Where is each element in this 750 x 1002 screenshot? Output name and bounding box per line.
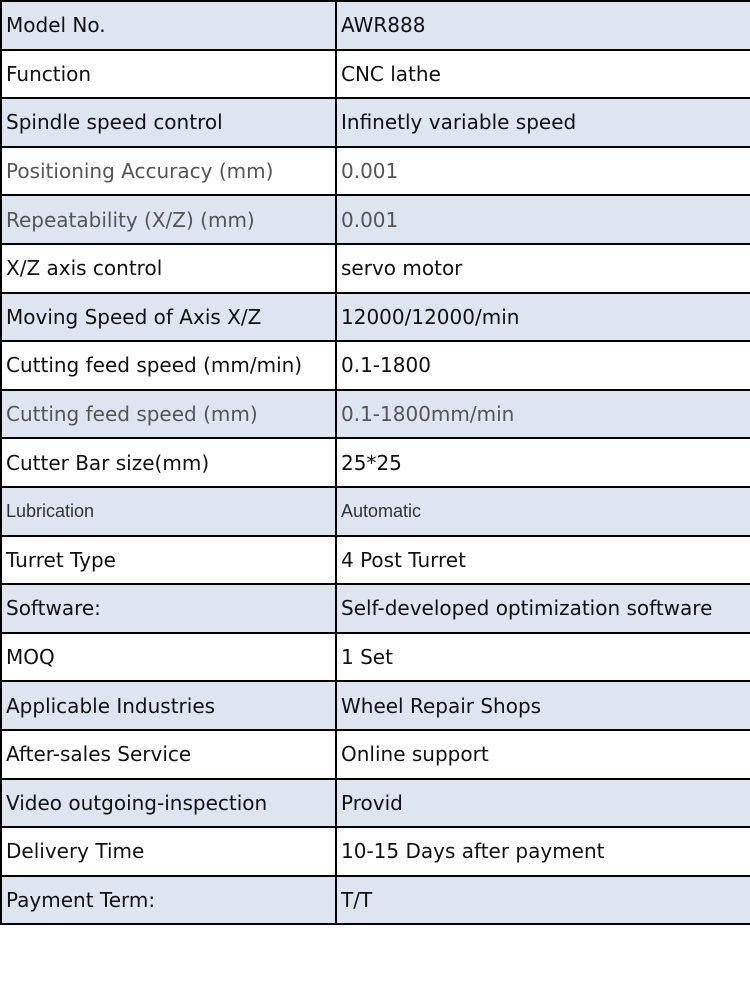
table-row	[1, 147, 750, 196]
spec-label: Delivery Time	[1, 827, 336, 876]
spec-value: servo motor	[336, 244, 750, 293]
spec-value: Self-developed optimization software	[336, 584, 750, 633]
spec-value: CNC lathe	[336, 50, 750, 99]
spec-value: Infinetly variable speed	[336, 98, 750, 147]
table-row	[1, 1, 750, 50]
spec-value: 0.001	[336, 147, 750, 196]
spec-value: 0.1-1800mm/min	[336, 390, 750, 439]
spec-label: Function	[1, 50, 336, 99]
spec-label: Moving Speed of Axis X/Z	[1, 293, 336, 342]
spec-value: 12000/12000/min	[336, 293, 750, 342]
spec-label: Turret Type	[1, 536, 336, 585]
table-row	[1, 584, 750, 633]
spec-label: Spindle speed control	[1, 98, 336, 147]
spec-label: Repeatability (X/Z) (mm)	[1, 195, 336, 244]
spec-value: 1 Set	[336, 633, 750, 682]
spec-value: T/T	[336, 876, 750, 925]
spec-value: Online support	[336, 730, 750, 779]
spec-label: Software:	[1, 584, 336, 633]
table-row	[1, 341, 750, 390]
spec-value: Provid	[336, 779, 750, 828]
table-row	[1, 98, 750, 147]
table-row	[1, 390, 750, 439]
table-row	[1, 779, 750, 828]
spec-value: 10-15 Days after payment	[336, 827, 750, 876]
table-row	[1, 438, 750, 487]
table-row	[1, 681, 750, 730]
spec-label: Positioning Accuracy (mm)	[1, 147, 336, 196]
spec-value: 4 Post Turret	[336, 536, 750, 585]
spec-value: Wheel Repair Shops	[336, 681, 750, 730]
table-row	[1, 195, 750, 244]
table-row	[1, 293, 750, 342]
spec-label: X/Z axis control	[1, 244, 336, 293]
table-row	[1, 633, 750, 682]
table-row	[1, 536, 750, 585]
spec-label: Model No.	[1, 1, 336, 50]
spec-label: Cutter Bar size(mm)	[1, 438, 336, 487]
spec-label: Payment Term:	[1, 876, 336, 925]
table-row	[1, 487, 750, 536]
spec-value: AWR888	[336, 1, 750, 50]
table-row	[1, 50, 750, 99]
spec-value: Automatic	[336, 487, 750, 536]
spec-value: 0.1-1800	[336, 341, 750, 390]
spec-label: Video outgoing-inspection	[1, 779, 336, 828]
table-row	[1, 876, 750, 925]
spec-label: Applicable Industries	[1, 681, 336, 730]
spec-label: Cutting feed speed (mm/min)	[1, 341, 336, 390]
spec-label: MOQ	[1, 633, 336, 682]
table-row	[1, 244, 750, 293]
spec-value: 25*25	[336, 438, 750, 487]
table-row	[1, 827, 750, 876]
table-row	[1, 730, 750, 779]
spec-value: 0.001	[336, 195, 750, 244]
spec-label: Cutting feed speed (mm)	[1, 390, 336, 439]
spec-label: After-sales Service	[1, 730, 336, 779]
spec-label: Lubrication	[1, 487, 336, 536]
